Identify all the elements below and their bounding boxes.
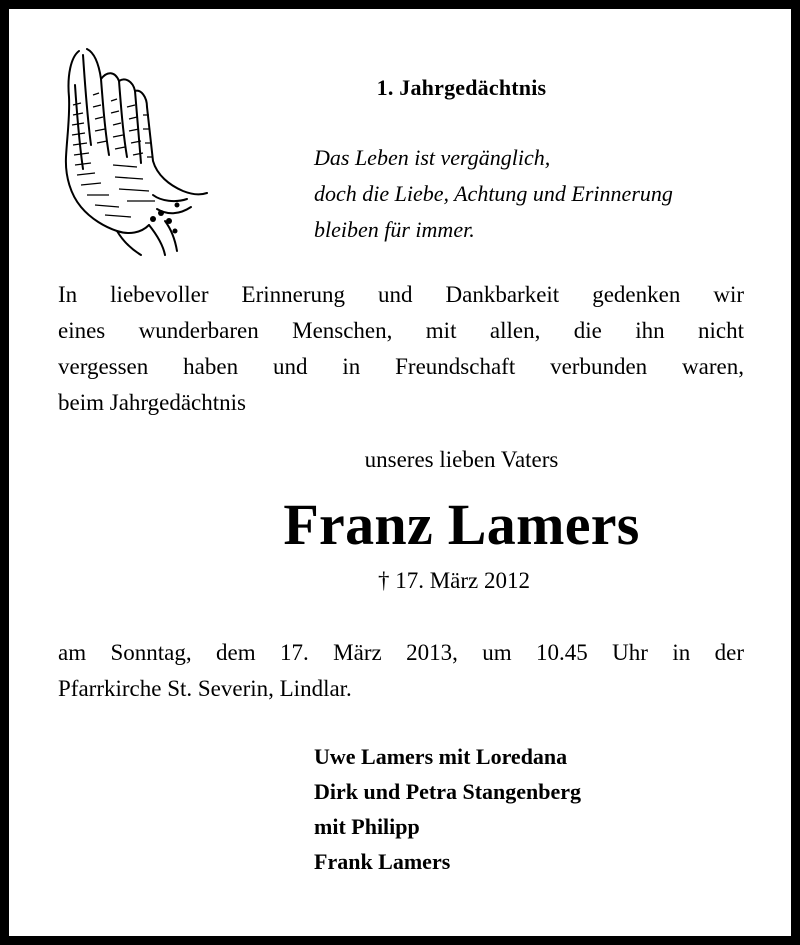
intro-paragraph — [58, 277, 744, 421]
intro-line: vergessen haben und in Freundschaft verbunden waren, — [58, 354, 744, 379]
relation-subheading: unseres lieben Vaters — [364, 447, 559, 472]
service-line: Pfarrkirche St. Severin, Lindlar. — [58, 676, 352, 701]
mourner-name: Uwe Lamers mit Loredana — [314, 744, 568, 769]
quote-line: bleiben für immer. — [314, 217, 475, 242]
quote-line: Das Leben ist vergänglich, — [314, 145, 551, 170]
intro-line: In liebevoller Erinnerung und Dankbarkeit gedenken wir — [58, 282, 744, 307]
service-details — [58, 635, 744, 707]
quote-line: doch die Liebe, Achtung und Erinnerung — [314, 181, 673, 206]
service-line: am Sonntag, dem 17. März 2013, um 10.45 Uhr in der — [58, 640, 744, 665]
mourner-name: mit Philipp — [314, 814, 420, 839]
intro-line: eines wunderbaren Menschen, mit allen, die ihn nicht — [58, 318, 744, 343]
deceased-name: Franz Lamers — [283, 492, 640, 557]
mourner-name: Dirk und Petra Stangenberg — [314, 779, 582, 804]
intro-line: beim Jahrgedächtnis — [58, 390, 246, 415]
anniversary-heading: 1. Jahrgedächtnis — [376, 75, 547, 100]
memorial-quote — [314, 140, 673, 248]
mourners-list — [314, 739, 581, 879]
death-date: † 17. März 2012 — [377, 568, 531, 593]
mourner-name: Frank Lamers — [314, 849, 451, 874]
